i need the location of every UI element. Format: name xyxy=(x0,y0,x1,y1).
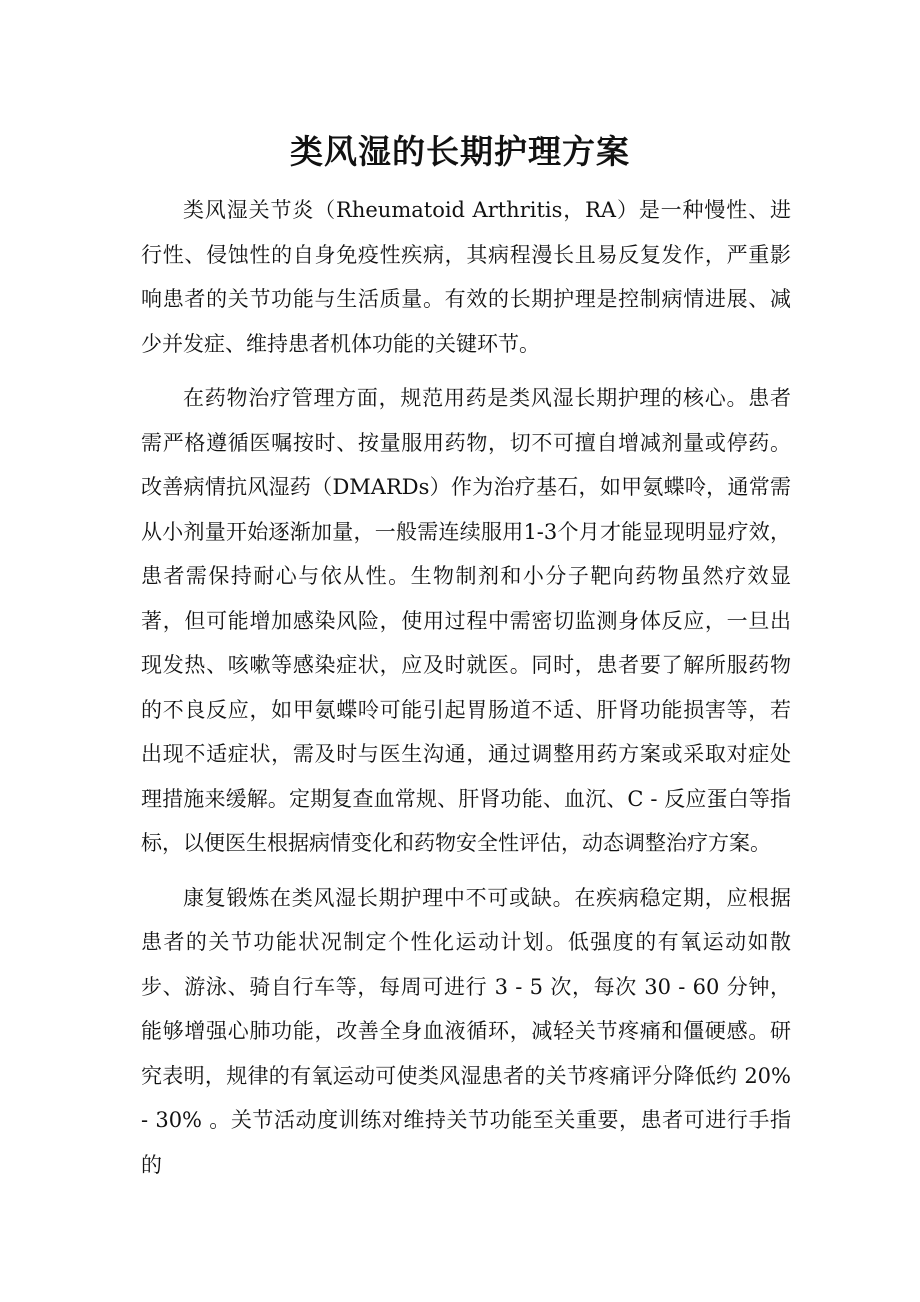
document-title: 类风湿的长期护理方案 xyxy=(290,132,630,171)
paragraph-intro: 类风湿关节炎（Rheumatoid Arthritis，RA）是一种慢性、进行性、侵蚀性的自身免疫性疾病，其病程漫长且易反复发作，严重影响患者的关节功能与生活质量。有效的长期护理是控制病情进展、减少并发症、维持患者机体功能的关键环节。 xyxy=(141,198,791,356)
paragraph-medication: 在药物治疗管理方面，规范用药是类风湿长期护理的核心。患者需严格遵循医嘱按时、按量服用药物，切不可擅自增减剂量或停药。改善病情抗风湿药（DMARDs）作为治疗基石，如甲氨蝶呤，通常需从小剂量开始逐渐加量，一般需连续服用1-3个月才能显现明显疗效，患者需保持耐心与依从性。生物制剂和小分子靶向药物虽然疗效显著，但可能增加感染风险，使用过程中需密切监测身体反应，一旦出现发热、咳嗽等感染症状，应及时就医。同时，患者要了解所服药物的不良反应，如甲氨蝶呤可能引起胃肠道不适、肝肾功能损害等，若出现不适症状，需及时与医生沟通，通过调整用药方案或采取对症处理措施来缓解。定期复查血常规、肝肾功能、血沉、C - 反应蛋白等指标，以便医生根据病情变化和药物安全性评估，动态调整治疗方案。 xyxy=(141,386,791,855)
paragraph-exercise: 康复锻炼在类风湿长期护理中不可或缺。在疾病稳定期，应根据患者的关节功能状况制定个性化运动计划。低强度的有氧运动如散步、游泳、骑自行车等，每周可进行 3 - 5 次，每次 30 - 60 分钟，能够增强心肺功能，改善全身血液循环，减轻关节疼痛和僵硬感。研究表明，规律的有氧运动可使类风湿患者的关节疼痛评分降低约 20% - 30% 。关节活动度训练对维持关节功能至关重要，患者可进行手指的 xyxy=(141,885,791,1177)
document-body xyxy=(141,188,791,1197)
